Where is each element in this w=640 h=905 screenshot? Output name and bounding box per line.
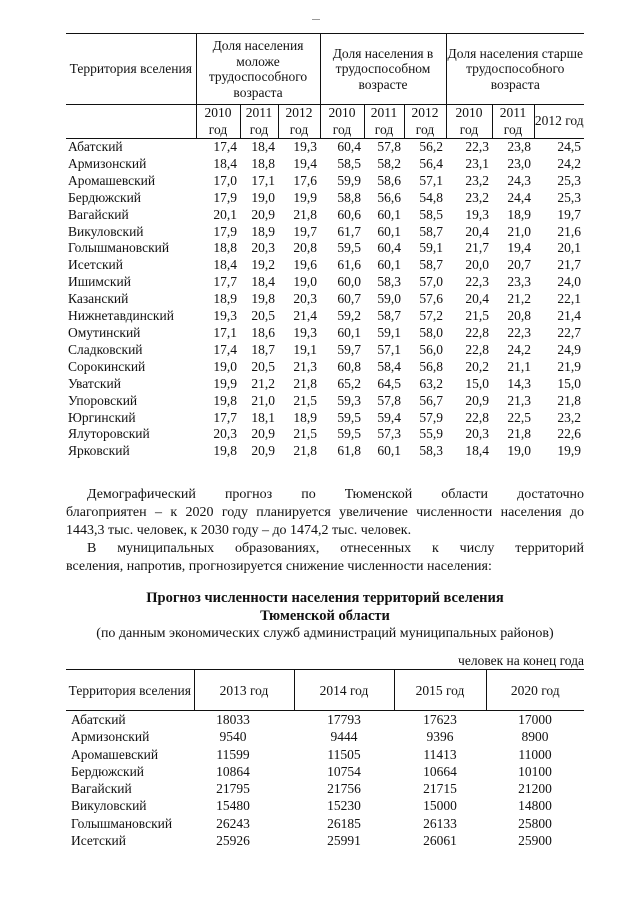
share-value: 20,4	[465, 223, 490, 239]
forecast-value: 26243	[216, 815, 250, 831]
forecast-year-header: 2014 год	[294, 670, 394, 711]
forecast-value: 9444	[330, 729, 358, 745]
forecast-territory-name: Абатский	[71, 712, 126, 727]
share-value: 20,5	[251, 308, 275, 324]
table-row	[66, 746, 584, 763]
forecast-territory-name: Армизонский	[71, 729, 150, 745]
year-header-g1-2: 2012 год	[404, 105, 446, 139]
share-value: 58,2	[377, 155, 401, 171]
share-value: 56,7	[419, 392, 444, 408]
share-value: 18,8	[251, 155, 275, 171]
share-value: 17,7	[213, 409, 237, 425]
share-value: 14,3	[507, 375, 532, 391]
forecast-value: 11505	[327, 746, 361, 762]
share-value: 58,8	[337, 189, 361, 205]
share-value: 59,5	[337, 409, 361, 425]
forecast-value: 10664	[423, 763, 457, 779]
table-row	[66, 291, 584, 308]
share-value: 59,5	[337, 240, 361, 256]
share-value: 57,6	[419, 291, 444, 307]
share-value: 56,4	[419, 155, 444, 171]
group-header-working: Доля населения в трудоспособном возрасте	[320, 34, 446, 105]
share-value: 17,4	[213, 139, 237, 154]
forecast-territory-name: Вагайский	[71, 781, 132, 797]
share-value: 19,0	[213, 358, 237, 374]
share-value: 19,8	[213, 392, 237, 408]
share-value: 61,7	[337, 223, 361, 239]
share-value: 18,9	[251, 223, 275, 239]
share-value: 57,0	[419, 274, 444, 290]
share-value: 60,1	[377, 206, 401, 222]
share-value: 19,6	[293, 257, 317, 273]
share-value: 60,1	[377, 257, 401, 273]
table-row	[66, 139, 584, 156]
population-forecast-table	[66, 669, 584, 849]
forecast-value: 15230	[327, 798, 361, 814]
share-value: 58,7	[419, 223, 444, 239]
table-row	[66, 359, 584, 376]
share-value: 17,1	[251, 172, 275, 188]
share-value: 21,4	[557, 308, 582, 324]
territory-name: Викуловский	[68, 223, 144, 239]
forecast-value: 26061	[423, 833, 457, 849]
table-row	[66, 426, 584, 443]
forecast-value: 26133	[423, 815, 457, 831]
share-value: 55,9	[419, 426, 444, 442]
share-value: 58,0	[419, 324, 444, 340]
share-value: 21,8	[557, 392, 582, 408]
share-value: 22,3	[465, 139, 490, 154]
territory-header-spacer	[66, 105, 196, 139]
forecast-value: 11413	[423, 746, 457, 762]
share-value: 20,7	[507, 257, 532, 273]
territory-name: Вагайский	[68, 206, 129, 222]
share-value: 17,7	[213, 274, 237, 290]
year-header-g2-1: 2011 год	[492, 105, 534, 139]
forecast-value: 11599	[216, 746, 250, 762]
share-value: 21,2	[251, 375, 275, 391]
share-value: 21,5	[465, 308, 490, 324]
share-value: 25,3	[557, 189, 582, 205]
forecast-title-line2: Тюменской области	[260, 608, 390, 624]
forecast-value: 15000	[423, 798, 457, 814]
share-value: 19,0	[251, 189, 275, 205]
share-value: 22,3	[465, 274, 490, 290]
table-row	[66, 342, 584, 359]
share-value: 57,8	[377, 139, 401, 154]
table-row	[66, 274, 584, 291]
share-value: 59,1	[377, 324, 401, 340]
year-header-g0-2: 2012 год	[278, 105, 320, 139]
share-value: 60,4	[337, 139, 361, 154]
share-value: 60,1	[377, 223, 401, 239]
share-value: 57,1	[377, 341, 401, 357]
share-value: 18,4	[251, 139, 275, 154]
forecast-value: 17000	[518, 712, 552, 727]
share-value: 60,4	[377, 240, 401, 256]
share-value: 19,4	[293, 155, 317, 171]
share-value: 15,0	[557, 375, 582, 391]
share-value: 59,7	[337, 341, 361, 357]
share-value: 17,9	[213, 189, 237, 205]
forecast-territory-name: Исетский	[71, 833, 126, 849]
share-value: 20,9	[251, 443, 275, 459]
paragraph1-line2: благоприятен – к 2020 году планируется увеличение численности населения до	[66, 505, 584, 520]
share-value: 22,1	[557, 291, 582, 307]
share-value: 23,3	[507, 274, 532, 290]
table-row	[66, 410, 584, 427]
forecast-value: 9396	[426, 729, 454, 745]
forecast-value: 25926	[216, 833, 250, 849]
share-value: 20,3	[465, 426, 490, 442]
share-value: 21,8	[293, 206, 317, 222]
forecast-value: 21715	[423, 781, 457, 797]
share-value: 18,9	[507, 206, 532, 222]
share-value: 59,4	[377, 409, 401, 425]
table-row	[66, 443, 584, 460]
territory-name: Омутинский	[68, 324, 141, 340]
forecast-value: 25800	[518, 815, 552, 831]
share-value: 19,7	[293, 223, 317, 239]
share-value: 24,9	[557, 341, 582, 357]
territory-name: Ялуторовский	[68, 426, 150, 442]
territory-header: Территория вселения	[66, 34, 196, 105]
share-value: 18,8	[213, 240, 237, 256]
share-value: 19,3	[213, 308, 237, 324]
share-value: 59,2	[337, 308, 361, 324]
share-value: 21,8	[293, 375, 317, 391]
forecast-value: 25900	[518, 833, 552, 849]
forecast-year-header: 2015 год	[394, 670, 486, 711]
share-value: 20,9	[251, 426, 275, 442]
forecast-value: 21200	[518, 781, 552, 797]
group-header-elderly: Доля населения старше трудоспособного возраста	[446, 34, 584, 105]
year-header-g1-0: 2010 год	[320, 105, 364, 139]
paragraph1-line1: Демографический прогноз по Тюменской области достаточно	[87, 487, 584, 502]
forecast-year-header: 2020 год	[486, 670, 584, 711]
share-value: 19,9	[213, 375, 237, 391]
share-value: 22,7	[557, 324, 582, 340]
forecast-value: 21756	[327, 781, 361, 797]
table-row	[66, 173, 584, 190]
share-value: 19,8	[251, 291, 275, 307]
territory-name: Уватский	[68, 375, 121, 391]
table-row	[66, 815, 584, 832]
share-value: 22,8	[465, 409, 490, 425]
share-value: 20,4	[465, 291, 490, 307]
share-value: 18,1	[251, 409, 275, 425]
share-value: 24,0	[557, 274, 582, 290]
forecast-value: 14800	[518, 798, 552, 814]
table-row	[66, 763, 584, 780]
share-value: 20,3	[213, 426, 237, 442]
share-value: 23,1	[465, 155, 490, 171]
table-row	[66, 190, 584, 207]
paragraph2-line1: В муниципальных образованиях, отнесенных к числу территорий	[87, 541, 584, 556]
territory-name: Голышмановский	[68, 240, 170, 256]
paragraph1-line3: 1443,3 тыс. человек, к 2030 году – до 1474,2 тыс. человек.	[66, 523, 412, 538]
share-value: 56,0	[419, 341, 444, 357]
share-value: 18,7	[251, 341, 275, 357]
share-value: 59,0	[377, 291, 401, 307]
share-value: 57,8	[377, 392, 401, 408]
share-value: 21,5	[293, 426, 317, 442]
territory-name: Сорокинский	[68, 358, 146, 374]
table-row	[66, 257, 584, 274]
forecast-value: 18033	[216, 712, 250, 727]
share-value: 17,4	[213, 341, 237, 357]
share-value: 58,7	[377, 308, 401, 324]
share-value: 24,2	[507, 341, 532, 357]
table-row	[66, 728, 584, 745]
share-value: 21,1	[507, 358, 532, 374]
forecast-value: 10754	[327, 763, 361, 779]
share-value: 58,5	[337, 155, 361, 171]
share-value: 65,2	[337, 375, 361, 391]
share-value: 59,5	[337, 426, 361, 442]
territory-name: Упоровский	[68, 392, 138, 408]
share-value: 24,3	[507, 172, 532, 188]
share-value: 61,8	[337, 443, 361, 459]
table-row	[66, 240, 584, 257]
share-value: 21,7	[557, 257, 582, 273]
forecast-territory-name: Викуловский	[71, 798, 147, 814]
share-value: 21,9	[557, 358, 582, 374]
share-value: 58,3	[419, 443, 444, 459]
share-value: 58,7	[419, 257, 444, 273]
forecast-subtitle: (по данным экономических служб администраций муниципальных районов)	[96, 626, 554, 641]
forecast-value: 21795	[216, 781, 250, 797]
share-value: 23,2	[465, 172, 490, 188]
forecast-title-line1: Прогноз численности населения территорий вселения	[146, 590, 504, 606]
forecast-unit: человек на конец года	[458, 653, 584, 668]
paragraph2-line2: вселения, напротив, прогнозируется снижение численности населения:	[66, 559, 492, 574]
share-value: 22,8	[465, 341, 490, 357]
share-value: 22,3	[507, 324, 532, 340]
share-value: 25,3	[557, 172, 582, 188]
share-value: 60,1	[337, 324, 361, 340]
share-value: 17,6	[293, 172, 317, 188]
share-value: 21,3	[293, 358, 317, 374]
share-value: 24,5	[557, 139, 582, 154]
share-value: 56,2	[419, 139, 444, 154]
share-value: 21,8	[293, 443, 317, 459]
territory-name: Аромашевский	[68, 172, 156, 188]
share-value: 63,2	[419, 375, 444, 391]
table-row	[66, 832, 584, 849]
share-value: 20,3	[251, 240, 275, 256]
share-value: 22,8	[465, 324, 490, 340]
age-structure-table	[66, 33, 584, 460]
share-value: 21,6	[557, 223, 582, 239]
share-value: 19,9	[293, 189, 317, 205]
share-value: 21,7	[465, 240, 490, 256]
share-value: 20,3	[293, 291, 317, 307]
share-value: 18,4	[213, 257, 237, 273]
table-row	[66, 224, 584, 241]
share-value: 57,2	[419, 308, 444, 324]
territory-name: Казанский	[68, 291, 129, 307]
territory-name: Нижнетавдинский	[68, 308, 174, 324]
share-value: 20,9	[251, 206, 275, 222]
share-value: 23,2	[557, 409, 582, 425]
share-value: 20,1	[557, 240, 582, 256]
share-value: 58,6	[377, 172, 401, 188]
share-value: 21,0	[251, 392, 275, 408]
forecast-territory-header: Территория вселения	[66, 670, 194, 711]
forecast-territory-name: Голышмановский	[71, 815, 173, 831]
share-value: 58,5	[419, 206, 444, 222]
share-value: 18,4	[251, 274, 275, 290]
table-row	[66, 797, 584, 814]
group-header-young: Доля населения моложе трудоспособного возраста	[196, 34, 320, 105]
share-value: 58,3	[377, 274, 401, 290]
forecast-territory-name: Аромашевский	[71, 746, 159, 762]
share-value: 19,1	[293, 341, 317, 357]
share-value: 23,8	[507, 139, 532, 154]
share-value: 19,4	[507, 240, 532, 256]
forecast-value: 8900	[521, 729, 549, 745]
table-row	[66, 393, 584, 410]
share-value: 20,8	[293, 240, 317, 256]
table-row	[66, 376, 584, 393]
share-value: 24,4	[507, 189, 532, 205]
share-value: 60,0	[337, 274, 361, 290]
share-value: 19,3	[293, 324, 317, 340]
year-header-g0-0: 2010 год	[196, 105, 240, 139]
territory-name: Юргинский	[68, 409, 136, 425]
share-value: 60,7	[337, 291, 361, 307]
share-value: 20,1	[213, 206, 237, 222]
share-value: 19,9	[557, 443, 582, 459]
table-row	[66, 780, 584, 797]
share-value: 60,6	[337, 206, 361, 222]
share-value: 19,7	[557, 206, 582, 222]
share-value: 21,4	[293, 308, 317, 324]
share-value: 18,4	[465, 443, 490, 459]
share-value: 21,0	[507, 223, 532, 239]
share-value: 15,0	[465, 375, 490, 391]
forecast-value: 17793	[327, 712, 361, 727]
share-value: 18,9	[293, 409, 317, 425]
share-value: 18,9	[213, 291, 237, 307]
share-value: 60,8	[337, 358, 361, 374]
share-value: 17,9	[213, 223, 237, 239]
territory-name: Армизонский	[68, 155, 147, 171]
forecast-value: 10100	[518, 763, 552, 779]
share-value: 21,8	[507, 426, 532, 442]
share-value: 20,5	[251, 358, 275, 374]
year-header-g1-1: 2011 год	[364, 105, 404, 139]
forecast-value: 15480	[216, 798, 250, 814]
share-value: 21,3	[507, 392, 532, 408]
table-row	[66, 156, 584, 173]
forecast-year-header: 2013 год	[194, 670, 294, 711]
table-row	[66, 325, 584, 342]
forecast-value: 26185	[327, 815, 361, 831]
share-value: 61,6	[337, 257, 361, 273]
forecast-territory-name: Бердюжский	[71, 763, 145, 779]
share-value: 59,1	[419, 240, 444, 256]
share-value: 19,8	[213, 443, 237, 459]
share-value: 56,6	[377, 189, 401, 205]
year-header-g2-0: 2010 год	[446, 105, 492, 139]
table-row	[66, 308, 584, 325]
share-value: 58,4	[377, 358, 401, 374]
year-header-g0-1: 2011 год	[240, 105, 278, 139]
share-value: 23,2	[465, 189, 490, 205]
share-value: 19,3	[293, 139, 317, 154]
forecast-value: 17623	[423, 712, 457, 727]
share-value: 18,4	[213, 155, 237, 171]
share-value: 19,3	[465, 206, 490, 222]
share-value: 20,9	[465, 392, 490, 408]
share-value: 22,6	[557, 426, 582, 442]
forecast-value: 11000	[518, 746, 552, 762]
territory-name: Исетский	[68, 257, 123, 273]
share-value: 21,2	[507, 291, 532, 307]
share-value: 20,8	[507, 308, 532, 324]
share-value: 64,5	[377, 375, 401, 391]
share-value: 19,2	[251, 257, 275, 273]
share-value: 59,9	[337, 172, 361, 188]
share-value: 19,0	[507, 443, 532, 459]
year-header-g2-2: 2012 год	[534, 105, 584, 139]
share-value: 23,0	[507, 155, 532, 171]
territory-name: Бердюжский	[68, 189, 142, 205]
share-value: 18,6	[251, 324, 275, 340]
share-value: 57,3	[377, 426, 401, 442]
share-value: 22,5	[507, 409, 532, 425]
share-value: 60,1	[377, 443, 401, 459]
share-value: 57,9	[419, 409, 444, 425]
share-value: 20,0	[465, 257, 490, 273]
territory-name: Сладковский	[68, 341, 143, 357]
territory-name: Ишимский	[68, 274, 131, 290]
share-value: 54,8	[419, 189, 444, 205]
share-value: 59,3	[337, 392, 361, 408]
territory-name: Ярковский	[68, 443, 130, 459]
table-row	[66, 711, 584, 729]
forecast-value: 10864	[216, 763, 250, 779]
share-value: 24,2	[557, 155, 582, 171]
table-row	[66, 207, 584, 224]
share-value: 21,5	[293, 392, 317, 408]
share-value: 17,1	[213, 324, 237, 340]
territory-name: Абатский	[68, 139, 123, 154]
forecast-value: 25991	[327, 833, 361, 849]
share-value: 20,2	[465, 358, 490, 374]
share-value: 56,8	[419, 358, 444, 374]
forecast-value: 9540	[219, 729, 247, 745]
share-value: 19,0	[293, 274, 317, 290]
share-value: 17,0	[213, 172, 237, 188]
page-mark	[312, 19, 320, 20]
share-value: 57,1	[419, 172, 444, 188]
